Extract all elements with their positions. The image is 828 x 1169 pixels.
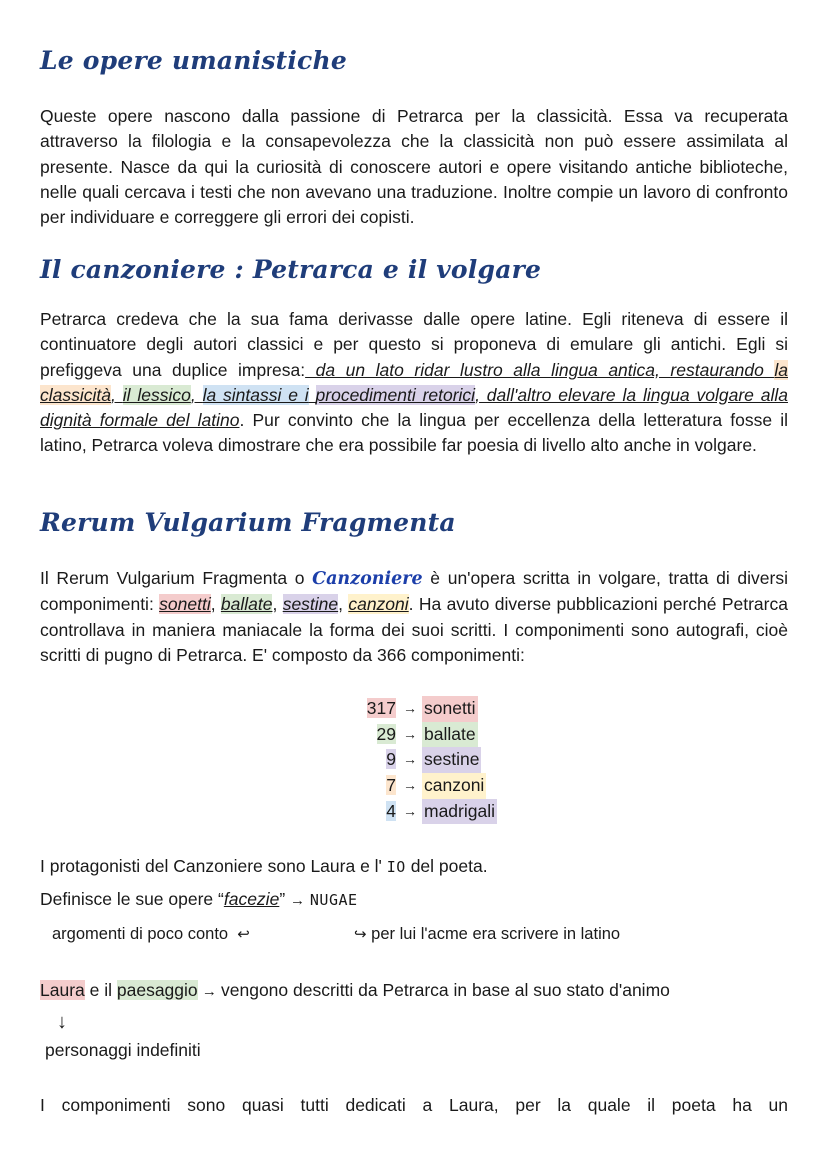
- table-row: [362, 696, 562, 722]
- highlight-sestine: sestine: [282, 594, 339, 615]
- table-row: [362, 773, 562, 799]
- text-segment: I componimenti sono quasi tutti dedicati a Laura, per la quale il poeta ha un: [40, 1095, 788, 1115]
- laura-paesaggio-line: [40, 978, 670, 1004]
- personaggi-note: personaggi indefiniti: [45, 1040, 201, 1060]
- count-value: 9: [386, 749, 396, 770]
- text-segment: I protagonisti del Canzoniere sono Laura e l': [40, 856, 387, 876]
- argomenti-note: [52, 922, 250, 947]
- componimenti-table: [362, 696, 562, 824]
- arrow-right-icon: →: [403, 802, 417, 819]
- heading-opere-umanistiche: Le opere umanistiche: [40, 46, 347, 75]
- text-segment: e il: [84, 980, 117, 1000]
- paragraph-rerum-vulgarium: [40, 566, 788, 668]
- highlight-lessico: il lessico: [122, 384, 191, 405]
- row-count: [362, 773, 398, 799]
- paragraph-petrarca-volgare: [40, 307, 788, 459]
- heading-canzoniere-volgare: Il canzoniere : Petrarca e il volgare: [40, 255, 542, 284]
- paragraph-opere-umanistiche: Queste opere nascono dalla passione di Petrarca per la classicità. Essa va recuperata attraverso la filologia e la consapevolezza che la classicità non può essere assimilata al presente. Nasce da qui la curiosità di conoscere autori e opere visitando antiche biblioteche, nelle quali cercava i testi che non avevano una traduzione. Inoltre compie un lavoro di confronto per individuare e correggere gli errori dei copisti.: [40, 106, 788, 228]
- text-segment: ,: [338, 594, 349, 615]
- row-label: sonetti: [422, 696, 478, 722]
- row-label: ballate: [422, 722, 478, 748]
- text-segment: vengono descritti da Petrarca in base al suo stato d'animo: [221, 980, 670, 1000]
- acme-note: [354, 922, 620, 947]
- row-label: canzoni: [422, 773, 486, 799]
- facezie-line: [40, 887, 358, 913]
- text-segment: . Pur convinto che la lingua per eccellenza della letteratura fosse il latino, Petrarca voleva dimostrare che era possibile far poesia di livello alto anche in volgare.: [40, 410, 788, 456]
- row-count: [362, 722, 398, 748]
- table-row: [362, 722, 562, 748]
- arrow-right-icon: →: [197, 983, 221, 1000]
- arrow-down-icon: ↓: [57, 1011, 67, 1033]
- highlight-classicita: la classicità: [40, 359, 788, 405]
- table-row: [362, 799, 562, 825]
- table-row: [362, 747, 562, 773]
- row-count: [362, 696, 398, 722]
- row-count: [362, 747, 398, 773]
- facezie-term: facezie: [223, 889, 280, 909]
- highlight-sonetti: sonetti: [159, 594, 211, 615]
- text-segment: è un'opera scritta in volgare, tratta di diversi componimenti:: [40, 568, 788, 615]
- protagonisti-line: [40, 854, 488, 880]
- highlight-ballate: ballate: [220, 594, 273, 615]
- text-segment: ,: [272, 594, 283, 615]
- underlined-segment: , dall'altro elevare la lingua volgare alla dignità formale del latino: [40, 384, 788, 431]
- text-segment: Il Rerum Vulgarium Fragmenta o: [40, 568, 313, 588]
- row-label: madrigali: [422, 799, 497, 825]
- heading-rerum-vulgarium: Rerum Vulgarium Fragmenta: [40, 508, 456, 537]
- return-arrow-icon: ↩: [237, 926, 250, 943]
- count-value: 4: [386, 800, 396, 821]
- arrow-right-icon: →: [290, 892, 306, 909]
- arrow-right-icon: →: [403, 751, 417, 768]
- text-segment: ,: [210, 594, 221, 615]
- paragraph-componimenti-laura: [40, 1093, 788, 1118]
- io-handwritten: IO: [386, 858, 406, 876]
- arrow-right-icon: →: [403, 777, 417, 794]
- highlight-laura: Laura: [40, 980, 85, 1000]
- arrow-right-icon: →: [403, 700, 417, 716]
- text-segment: ,: [190, 384, 203, 405]
- highlight-sintassi: la sintassi e i: [202, 384, 309, 405]
- forward-arrow-icon: ↪: [354, 926, 367, 943]
- arrow-right-icon: →: [403, 725, 417, 742]
- nugae-handwritten: NUGAE: [309, 891, 358, 909]
- count-value: 317: [366, 698, 396, 718]
- text-segment: ,: [111, 384, 123, 405]
- count-value: 29: [376, 723, 396, 744]
- row-label: sestine: [422, 747, 481, 773]
- count-value: 7: [386, 775, 396, 796]
- text-segment: [309, 385, 316, 405]
- row-count: [362, 799, 398, 825]
- text-segment: Petrarca credeva che la sua fama derivasse dalle opere latine. Egli riteneva di essere il continuatore degli autori classici e per questo si proponeva di emulare gli antichi. Egli si prefiggeva una duplice impresa:: [40, 309, 788, 380]
- underlined-segment: da un lato ridar lustro alla lingua antica, restaurando: [305, 359, 775, 380]
- highlight-procedimenti: procedimenti retorici: [315, 384, 476, 405]
- text-segment: Definisce le sue opere “: [40, 889, 224, 909]
- text-segment: per lui l'acme era scrivere in latino: [371, 925, 621, 943]
- text-segment: . Ha avuto diverse pubblicazioni perché Petrarca controllava in maniera maniacale la forma dei suoi scritti. I componimenti sono autografi, cioè scritti di pugno di Petrarca. E' composto da 366 componimenti:: [40, 594, 788, 665]
- text-segment: argomenti di poco conto: [52, 925, 229, 943]
- text-segment: del poeta.: [405, 856, 488, 876]
- text-segment: ”: [279, 889, 291, 909]
- canzoniere-term: Canzoniere: [312, 569, 423, 589]
- highlight-canzoni: canzoni: [348, 594, 409, 615]
- highlight-paesaggio: paesaggio: [116, 980, 198, 1000]
